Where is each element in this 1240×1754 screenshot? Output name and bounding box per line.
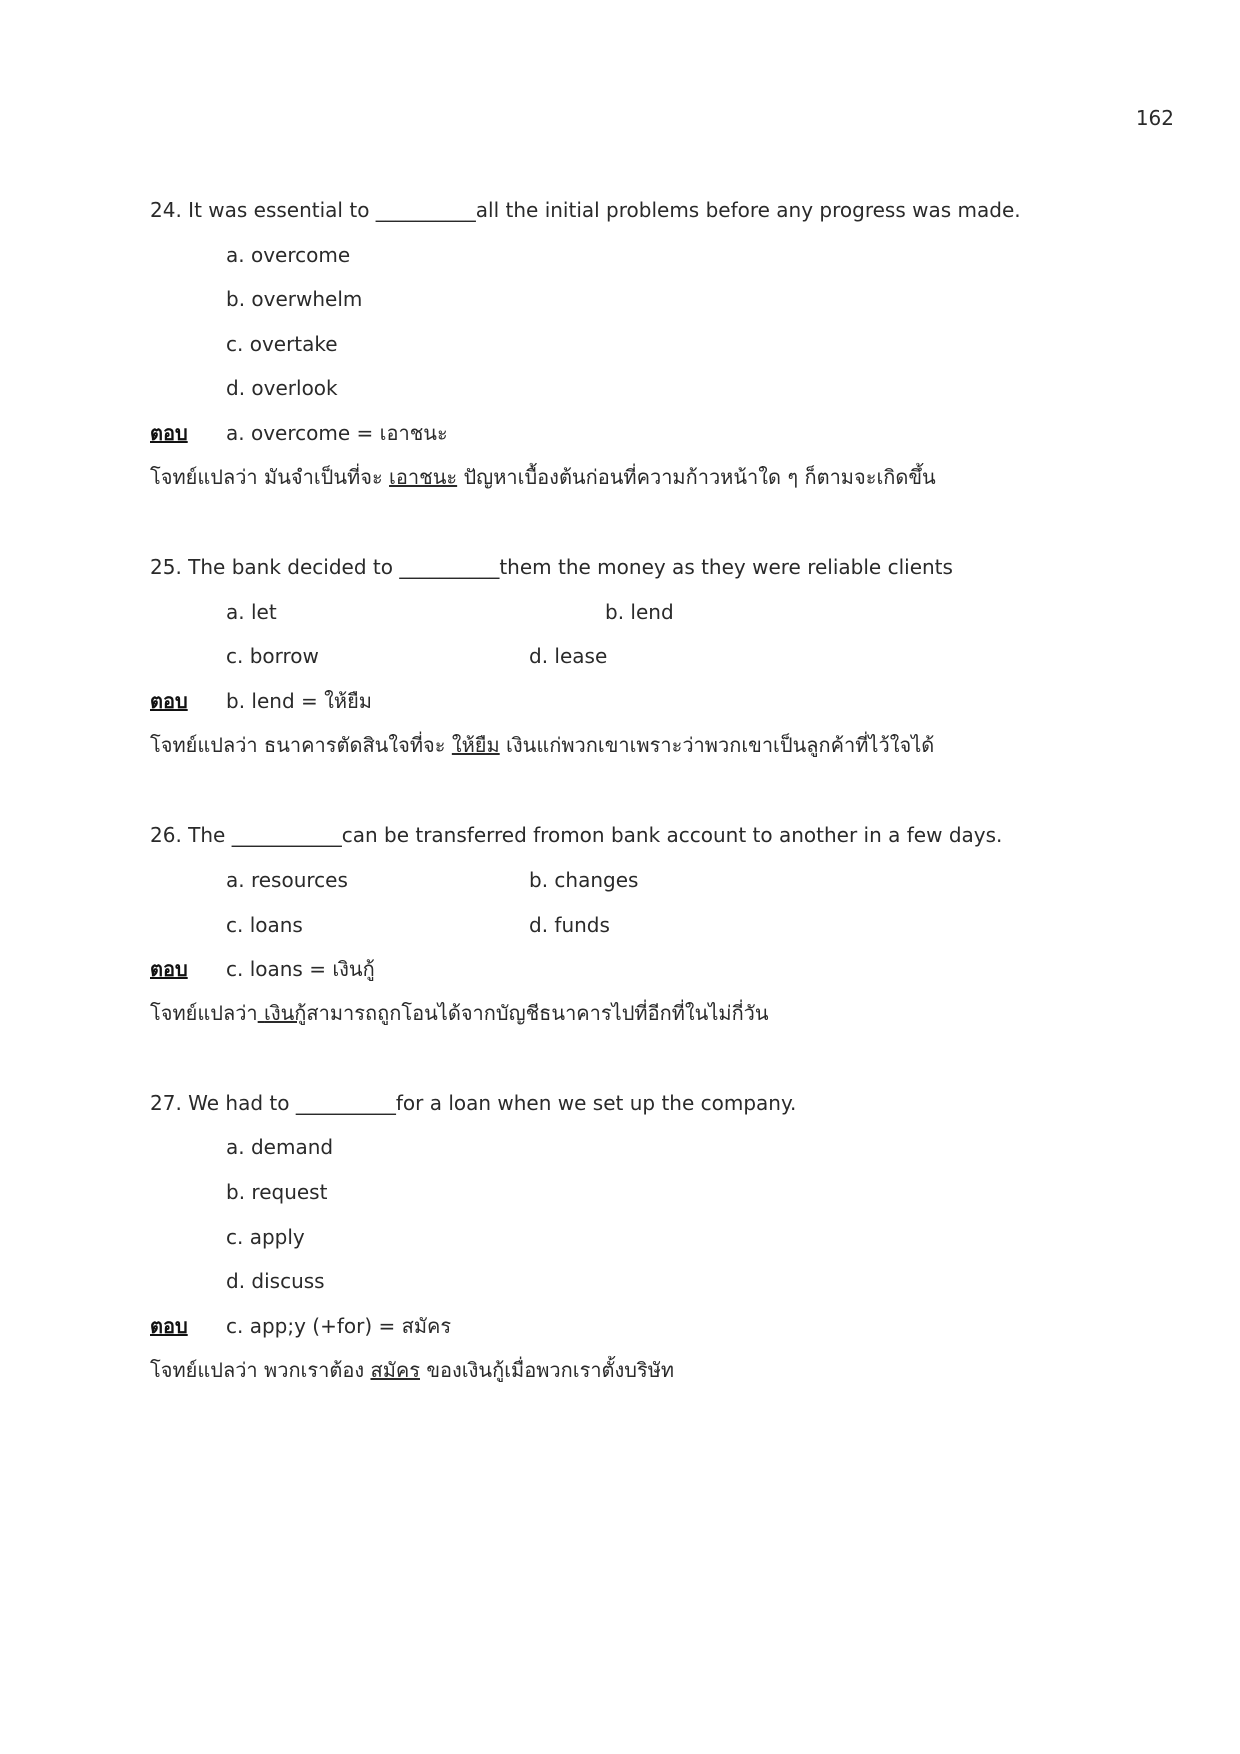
option: a. let [226,600,277,624]
page-number: 162 [1135,106,1174,130]
option: c. loans [226,913,303,937]
translation-prefix: โจทย์แปลว่า [150,1358,258,1382]
translation-text: ของเงินกู้เมื่อพวกเราตั้งบริษัท [420,1358,675,1382]
translation [150,464,936,490]
option: a. resources [226,868,348,892]
translation-text: พวกเราต้อง [257,1358,371,1382]
answer-label: ตอบ [150,957,188,981]
option: c. borrow [226,644,319,668]
option: d. lease [529,644,608,668]
option: b. request [226,1180,328,1204]
answer-label: ตอบ [150,1314,188,1338]
option: d. funds [529,913,610,937]
answer: a. overcome = เอาชนะ [226,421,448,445]
option: c. apply [226,1225,305,1249]
option: a. overcome [226,243,351,267]
translation-text: มันจำเป็นที่จะ [257,465,390,489]
answer: c. app;y (+for) = สมัคร [226,1314,452,1338]
option: b. overwhelm [226,287,363,311]
translation-prefix: โจทย์แปลว่า [150,465,258,489]
translation-text: สามารถถูกโอนได้จากบัญชีธนาคารไปที่อีกที่ในไม่กี่วัน [306,1001,769,1025]
translation-text: เงินแก่พวกเขาเพราะว่าพวกเขาเป็นลูกค้าที่ไว้ใจได้ [499,733,935,757]
answer: b. lend = ให้ยืม [226,689,372,713]
translation [150,732,934,758]
translation-key: สมัคร [370,1358,420,1382]
question-24-stem: 24. It was essential to __________all the initial problems before any progress was made. [150,198,1021,222]
answer-label: ตอบ [150,689,188,713]
translation-text: ปัญหาเบื้องต้นก่อนที่ความก้าวหน้าใด ๆ ก็ตามจะเกิดขึ้น [457,465,936,489]
translation [150,1000,769,1026]
question-27-stem: 27. We had to __________for a loan when we set up the company. [150,1091,797,1115]
option: d. overlook [226,376,338,400]
translation-key: เงินกู้ [264,1001,307,1025]
question-26-stem: 26. The ___________can be transferred fromon bank account to another in a few days. [150,823,1003,847]
translation [150,1357,674,1383]
option: b. lend [605,600,674,624]
answer: c. loans = เงินกู้ [226,957,375,981]
translation-prefix: โจทย์แปลว่า [150,733,258,757]
translation-key: ให้ยืม [451,733,500,757]
question-25-stem: 25. The bank decided to __________them the money as they were reliable clients [150,555,953,579]
option: b. changes [529,868,639,892]
answer-label: ตอบ [150,421,188,445]
option: d. discuss [226,1269,325,1293]
translation-prefix: โจทย์แปลว่า [150,1001,258,1025]
option: c. overtake [226,332,338,356]
option: a. demand [226,1135,334,1159]
translation-key: เอาชนะ [389,465,458,489]
translation-text: ธนาคารตัดสินใจที่จะ [257,733,452,757]
